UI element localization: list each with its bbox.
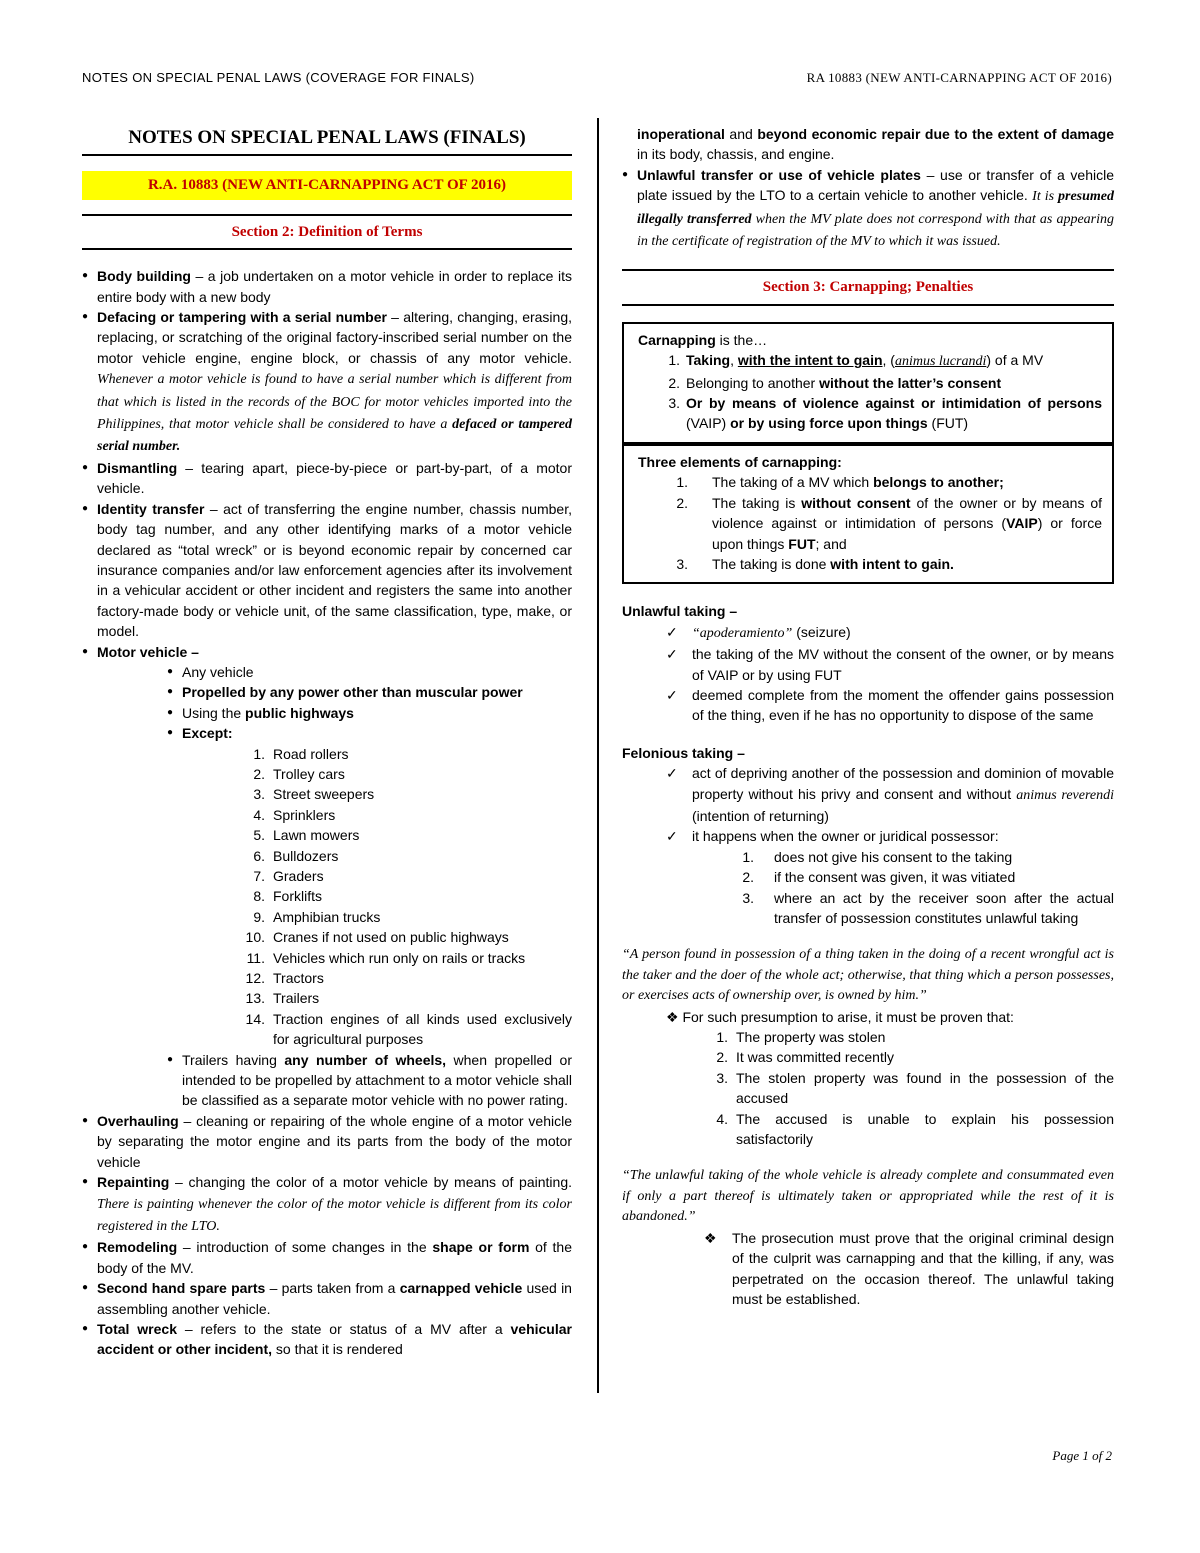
list-item: 14. Traction engines of all kinds used exclusively for agricultural purposes	[245, 1010, 572, 1048]
list-item: 2. Trolley cars	[253, 765, 345, 782]
elements-title: Three elements of carnapping:	[638, 453, 842, 470]
def-repainting: ● Repainting – changing the color of a motor vehicle by means of painting. There is painting whenever the color of the motor vehicle is different from its color registered in the LTO.	[82, 1172, 572, 1237]
presumption-quote: “A person found in possession of a thing taken in the doing of a recent wrongful act is the taker and the doer of the whole act; otherwise, that thing which a person possesses, or exercises acts of ownership over, is owned by him.”	[622, 947, 1114, 1004]
running-header-left: NOTES ON SPECIAL PENAL LAWS (COVERAGE FOR FINALS)	[82, 70, 475, 85]
mv-using: ● Using the public highways	[167, 703, 572, 723]
list-item: 1. The property was stolen	[716, 1029, 886, 1046]
def-identity-transfer: ● Identity transfer – act of transferring the engine number, chassis number, body tag number, and any other identifying marks of a motor vehicle declared as “total wreck” or is beyond economic repair by concerned car insurance companies and/or law enforcement agencies after its involvement in a vehicular accident or other incident and registers the same into another factory-made body or vehicle unit, of the same classification, type, make, or model.	[82, 499, 572, 642]
list-item: 1. Taking, with the intent to gain, (animus lucrandi) of a MV	[668, 352, 1044, 370]
list-item: 13. Trailers	[245, 990, 320, 1007]
list-item: 7. Graders	[253, 868, 324, 884]
trailers-note	[97, 1050, 572, 1111]
list-item: 10. Cranes if not used on public highways	[245, 929, 509, 946]
def-motor-vehicle: ● Motor vehicle – ● Any vehicle ● Propelled by any power other than muscular power ● Using the public highways ● Except: 1. Road rollers 2. Trolley cars 3. Street sweepers 4. Sprinklers 5. Lawn mowers 6. Bulldozers 7. Graders 8. Forklifts 9. Amphibian trucks 10. Cranes if not used on public highways 11. Vehicles which run only on rails or tracks 12. Tractors 13. Trailers 14. Traction engines of all kinds used exclusively for agricultural purposes ● Trailers having any number of wheels, when propelled or intended to be propelled by attachment to a motor vehicle shall be classified as a separate motor vehicle with no power rating.	[82, 642, 572, 1111]
list-item: 3. The taking is done with intent to gain.	[676, 555, 954, 572]
felonious-sublist	[692, 847, 1114, 929]
consummation-quote: “The unlawful taking of the whole vehicle is already complete and consummated even if only a part thereof is ultimately taken or appropriated while the rest of it is abandoned.”	[622, 1168, 1114, 1225]
diamond-icon: ❖	[666, 1008, 679, 1025]
list-item: ✓ act of depriving another of the possession and dominion of movable property without his privy and consent and without animus reverendi (intention of returning)	[666, 763, 1114, 826]
list-item: 2. It was committed recently	[716, 1049, 894, 1066]
total-wreck-continued: inoperational and beyond economic repair due to the extent of damage in its body, chassis, and engine.	[637, 126, 1114, 163]
list-item: 1. The taking of a MV which belongs to another;	[676, 474, 1004, 491]
prosecution-note: ❖ The prosecution must prove that the original criminal design of the culprit was carnapping and that the killing, if any, was perpetrated on the occasion thereof. The unlawful taking must be established.	[622, 1228, 1114, 1310]
column-divider	[597, 118, 599, 1393]
def-dismantling: ● Dismantling – tearing apart, piece-by-piece or part-by-part, of a motor vehicle.	[82, 458, 572, 499]
list-item: 2. Belonging to another without the latter’s consent	[668, 374, 1002, 391]
felonious-taking-list	[622, 763, 1114, 928]
act-title: R.A. 10883 (NEW ANTI-CARNAPPING ACT OF 2016)	[82, 171, 572, 199]
box-intro: Carnapping is the…	[638, 331, 768, 348]
presumption-intro: ❖ For such presumption to arise, it must be proven that:	[666, 1008, 1014, 1025]
section-3-title: Section 3: Carnapping; Penalties	[622, 269, 1114, 305]
unlawful-taking-title: Unlawful taking –	[622, 603, 738, 620]
list-item: 3. where an act by the receiver soon after the actual transfer of possession constitutes unlawful taking	[742, 889, 1114, 926]
definitions-list-cont	[622, 165, 1114, 253]
carnapping-definition-box	[622, 322, 1114, 444]
list-item: 2. The taking is without consent of the owner or by means of violence against or intimidation of persons (VAIP) or force upon things FUT; and	[676, 494, 1103, 552]
mv-propelled: ● Propelled by any power other than muscular power	[167, 682, 572, 702]
diamond-icon: ❖	[704, 1229, 717, 1246]
mv-any: ● Any vehicle	[167, 662, 572, 682]
list-item: ✓ deemed complete from the moment the offender gains possession of the thing, even if he has no opportunity to dispose of the same	[666, 685, 1114, 726]
list-item: 1. does not give his consent to the taking	[742, 848, 1013, 865]
def-defacing: ● Defacing or tampering with a serial number – altering, changing, erasing, replacing, or scratching of the original factory-inscribed serial number on the motor vehicle engine, engine block, or chassis of any motor vehicle. Whenever a motor vehicle is found to have a serial number which is different from that which is listed in the records of the BOC for motor vehicles imported into the Philippines, that motor vehicle shall be considered to have a defaced or tampered serial number.	[82, 307, 572, 458]
right-column	[622, 124, 1114, 1309]
def-second-hand: ● Second hand spare parts – parts taken from a carnapped vehicle used in assembling another vehicle.	[82, 1278, 572, 1319]
def-body-building: ● Body building – a job undertaken on a motor vehicle in order to replace its entire body with a new body	[82, 266, 572, 307]
list-item: 5. Lawn mowers	[253, 827, 360, 844]
presumption-list	[622, 1027, 1114, 1149]
running-header-right: RA 10883 (NEW ANTI-CARNAPPING ACT OF 2016)	[806, 70, 1112, 85]
list-item: 8. Forklifts	[253, 888, 322, 905]
list-item: ✓ the taking of the MV without the consent of the owner, or by means of VAIP or by using FUT	[666, 644, 1114, 685]
page-number: Page 1 of 2	[1052, 1448, 1112, 1463]
definitions-list	[82, 266, 572, 1360]
motor-vehicle-sublist	[97, 662, 572, 744]
felonious-taking-title: Felonious taking –	[622, 744, 745, 761]
list-item: 2. if the consent was given, it was vitiated	[742, 869, 1016, 886]
unlawful-taking-list	[622, 622, 1114, 726]
page-title: NOTES ON SPECIAL PENAL LAWS (FINALS)	[82, 124, 572, 156]
section-2-title: Section 2: Definition of Terms	[82, 214, 572, 250]
left-column	[82, 124, 572, 1360]
list-item: 12. Tractors	[245, 970, 324, 987]
list-item: 9. Amphibian trucks	[253, 908, 381, 925]
list-item: 11. Vehicles which run only on rails or tracks	[246, 949, 526, 966]
mv-except: ● Except:	[167, 723, 572, 743]
def-remodeling: ● Remodeling – introduction of some changes in the shape or form of the body of the MV.	[82, 1237, 572, 1278]
list-item: 3. The stolen property was found in the possession of the accused	[716, 1069, 1114, 1107]
def-total-wreck: ● Total wreck – refers to the state or status of a MV after a vehicular accident or other incident, so that it is rendered	[82, 1319, 572, 1360]
list-item: 3. Street sweepers	[253, 786, 375, 803]
carnapping-definition-list	[638, 350, 1102, 434]
def-unlawful-transfer: ● Unlawful transfer or use of vehicle plates – use or transfer of a vehicle plate issued by the LTO to a certain vehicle to another vehicle. It is presumed illegally transferred when the MV plate does not correspond with that as appearing in the certificate of registration of the MV to which it was issued.	[622, 165, 1114, 253]
list-item: 4. Sprinklers	[253, 806, 336, 823]
list-item: 6. Bulldozers	[253, 847, 339, 864]
list-item: ✓ “apoderamiento” (seizure)	[666, 622, 1114, 644]
list-item: 1. Road rollers	[253, 745, 349, 762]
list-item: ✓ it happens when the owner or juridical possessor: 1. does not give his consent to the taking 2. if the consent was given, it was vitiated 3. where an act by the receiver soon after the actual transfer of possession constitutes unlawful taking	[666, 826, 1114, 928]
list-item: 4. The accused is unable to explain his possession satisfactorily	[716, 1110, 1114, 1148]
def-overhauling: ● Overhauling – cleaning or repairing of the whole engine of a motor vehicle by separating the motor engine and its parts from the body of the motor vehicle	[82, 1111, 572, 1172]
except-list	[97, 744, 572, 1050]
mv-trailers: ● Trailers having any number of wheels, when propelled or intended to be propelled by attachment to a motor vehicle shall be classified as a separate motor vehicle with no power rating.	[167, 1050, 572, 1111]
elements-box	[622, 444, 1114, 584]
elements-list	[638, 472, 1102, 574]
list-item: 3. Or by means of violence against or intimidation of persons (VAIP) or by using force upon things (FUT)	[668, 395, 1102, 432]
